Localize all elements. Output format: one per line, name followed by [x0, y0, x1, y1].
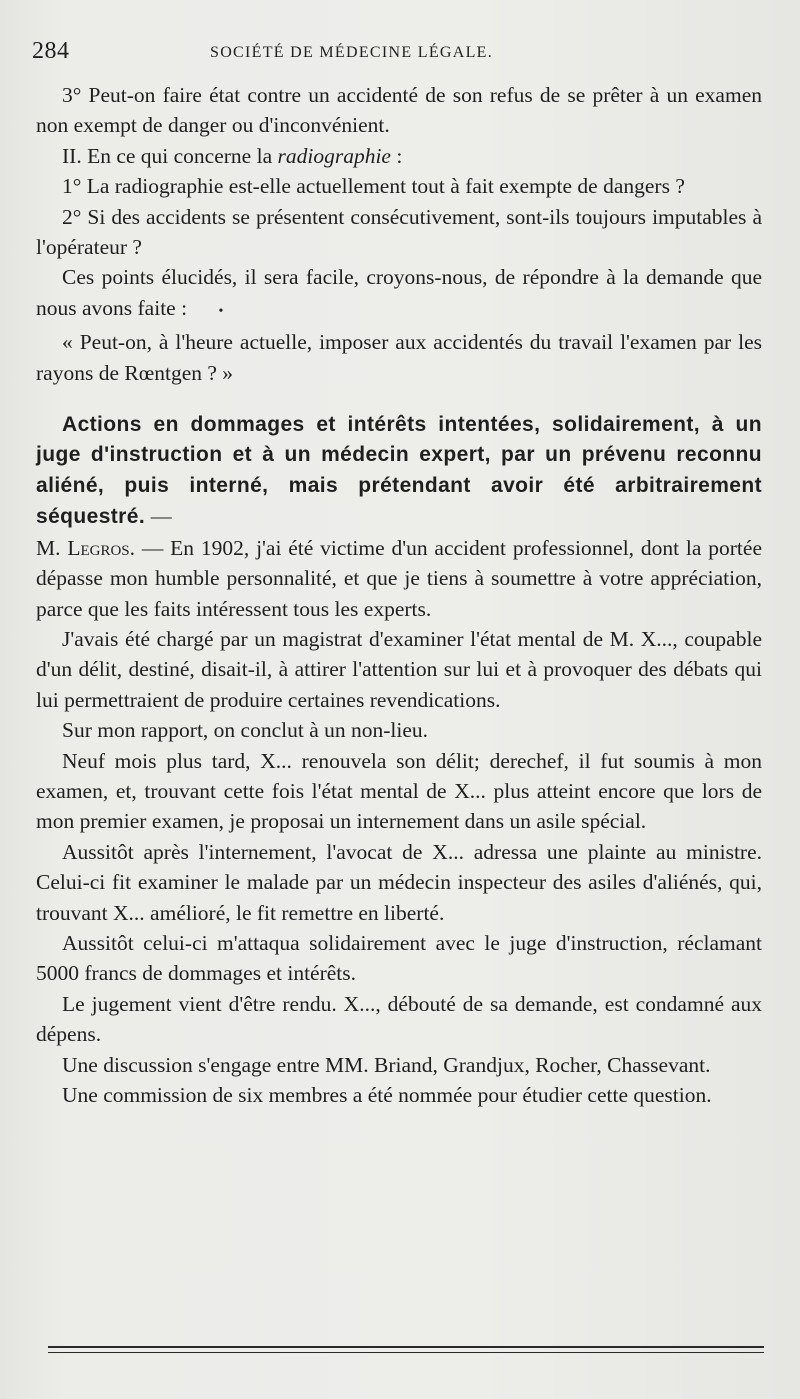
paragraph-conclusion — [36, 262, 762, 327]
paragraph-jugement: Le jugement vient d'être rendu. X..., débouté de sa demande, est condamné aux dépens. — [36, 991, 762, 1047]
legros-intro-text: — En 1902, j'ai été victime d'un accident professionnel, dont la portée dépasse mon humble personnalité, et que je tiens à soumettre à votre appréciation, parce que les faits intéressent tous les experts. — [36, 535, 762, 621]
running-head — [32, 38, 768, 68]
paragraph-legros-intro — [36, 533, 762, 624]
body-text — [36, 80, 762, 1110]
footer-rule-thick — [48, 1346, 764, 1348]
conclusion-text: Ces points élucidés, il sera facile, croyons-nous, de répondre à la demande que nous avons faite : — [36, 265, 762, 320]
radiographie-intro: II. En ce qui concerne la — [62, 143, 278, 168]
radiographie-colon: : — [390, 143, 403, 168]
running-title: SOCIÉTÉ DE MÉDECINE LÉGALE. — [210, 44, 494, 61]
paragraph-attaque: Aussitôt celui-ci m'attaqua solidairement avec le juge d'instruction, réclamant 5000 francs de dommages et intérêts. — [36, 930, 762, 986]
paragraph-discussion: Une discussion s'engage entre MM. Briand, Grandjux, Rocher, Chassevant. — [62, 1052, 711, 1077]
section-heading-title: Actions en dommages et intérêts intentées, solidairement, à un juge d'instruction et à un médecin expert, par un prévenu reconnu aliéné, puis interné, mais prétendant avoir été arbitrairement séquestré. — [36, 413, 762, 529]
paragraph-question-2: 2° Si des accidents se présentent consécutivement, sont-ils toujours imputables à l'opérateur ? — [36, 204, 762, 260]
paragraph-plainte: Aussitôt après l'internement, l'avocat de X... adressa une plainte au ministre. Celui-ci fit examiner le malade par un médecin inspecteur des asiles d'aliénés, qui, trouvant X... amélioré, le fit remettre en liberté. — [36, 839, 762, 925]
footer-rule-thin — [48, 1352, 764, 1353]
radiographie-term: radiographie — [277, 143, 391, 168]
paragraph-question-1: 1° La radiographie est-elle actuellement tout à fait exempte de dangers ? — [62, 174, 685, 199]
section-heading-dash: — — [145, 504, 173, 529]
paragraph-radiographie — [36, 141, 762, 171]
paragraph-question-3: 3° Peut-on faire état contre un accidenté de son refus de se prêter à un examen non exempt de danger ou d'inconvénient. — [36, 83, 762, 138]
paragraph-examen: J'avais été chargé par un magistrat d'examiner l'état mental de M. X..., coupable d'un délit, destiné, disait-il, à attirer l'attention sur lui et à provoquer des débats qui lui permettraient de produire certaines revendications. — [36, 626, 762, 712]
author-name: M. Legros. — [36, 535, 136, 560]
bullet-mark: • — [218, 303, 224, 319]
page-number: 284 — [32, 38, 70, 64]
paragraph-internement: Neuf mois plus tard, X... renouvela son délit; derechef, il fut soumis à mon examen, et, trouvant cette fois l'état mental de X... plus atteint encore que lors de mon premier examen, je proposai un internement dans un asile spécial. — [36, 748, 762, 834]
paragraph-non-lieu: Sur mon rapport, on conclut à un non-lieu. — [62, 718, 429, 743]
paragraph-commission: Une commission de six membres a été nommée pour étudier cette question. — [62, 1083, 712, 1107]
paragraph-quote: « Peut-on, à l'heure actuelle, imposer aux accidentés du travail l'examen par les rayons de Rœntgen ? » — [36, 330, 762, 385]
section-heading — [36, 410, 762, 533]
